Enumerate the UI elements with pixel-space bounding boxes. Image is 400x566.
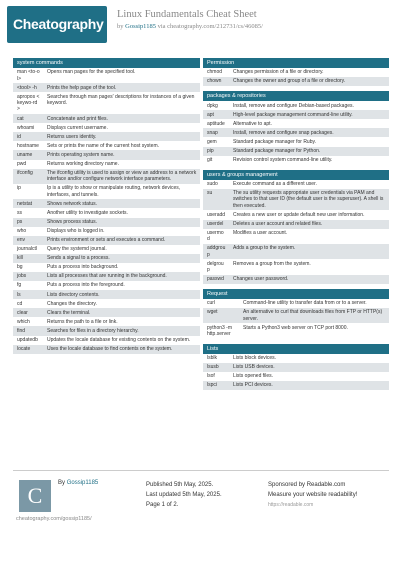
- table-row: [13, 245, 200, 254]
- table-row: [13, 290, 200, 299]
- command-name: delgroup: [203, 259, 229, 274]
- table-row: [203, 128, 389, 137]
- table-row: [203, 323, 389, 338]
- command-name: bg: [13, 263, 43, 272]
- command-description: Deletes a user account and related files.: [229, 220, 389, 229]
- updated-date: Last updated 5th May, 2025.: [146, 492, 222, 498]
- command-description: Updates the locale database for existing contents on the system.: [43, 336, 200, 345]
- table-row: [13, 263, 200, 272]
- sponsor-text[interactable]: Sponsored by Readable.com: [268, 482, 346, 488]
- command-description: Shows process status.: [43, 218, 200, 227]
- command-table: [203, 68, 389, 86]
- command-name: journalctl: [13, 245, 43, 254]
- command-description: Displays current username.: [43, 123, 200, 132]
- command-name: kill: [13, 254, 43, 263]
- footer-author-url[interactable]: cheatography.com/gossip1185/: [16, 516, 92, 522]
- command-name: cd: [13, 299, 43, 308]
- command-description: Revision control system command-line utility.: [229, 156, 389, 165]
- command-description: An alternative to curl that downloads files from FTP or HTTP(s) server.: [239, 308, 389, 323]
- table-row: [203, 147, 389, 156]
- table-row: [203, 68, 389, 77]
- command-description: Clears the terminal.: [43, 308, 200, 317]
- command-description: Standard package manager for Ruby.: [229, 137, 389, 146]
- table-row: [203, 308, 389, 323]
- command-name: addgroup: [203, 244, 229, 259]
- command-description: Displays who is logged in.: [43, 227, 200, 236]
- command-description: Changes the directory.: [43, 299, 200, 308]
- table-row: [203, 156, 389, 165]
- table-row: [203, 189, 389, 211]
- table-row: [13, 160, 200, 169]
- avatar[interactable]: C: [19, 480, 51, 512]
- table-row: [203, 110, 389, 119]
- command-description: Puts a process into the foreground.: [43, 281, 200, 290]
- command-name: ps: [13, 218, 43, 227]
- command-description: Opens man pages for the specified tool.: [43, 68, 200, 83]
- command-description: Sends a signal to a process.: [43, 254, 200, 263]
- table-row: [13, 345, 200, 354]
- command-name: netstat: [13, 199, 43, 208]
- command-name: apt: [203, 110, 229, 119]
- command-name: su: [203, 189, 229, 211]
- command-name: cat: [13, 114, 43, 123]
- byline: by Gossip1185 via cheatography.com/212731/cs/46085/: [117, 23, 263, 30]
- page-number: Page 1 of 2.: [146, 502, 179, 508]
- table-row: [13, 169, 200, 184]
- command-name: snap: [203, 128, 229, 137]
- command-name: aptitude: [203, 119, 229, 128]
- command-name: ifconfig: [13, 169, 43, 184]
- command-description: Searches through man pages' descriptions for instances of a given keyword.: [43, 92, 200, 114]
- section-title: Lists: [203, 344, 389, 354]
- table-row: [13, 68, 200, 83]
- command-description: Lists block devices.: [229, 354, 389, 363]
- section-title: packages & repositories: [203, 91, 389, 101]
- published-date: Published 5th May, 2025.: [146, 482, 214, 488]
- command-name: lspci: [203, 381, 229, 390]
- command-name: apropos <keywo-rd>: [13, 92, 43, 114]
- command-description: Command-line utility to transfer data from or to a server.: [239, 299, 389, 308]
- command-description: The ifconfig utility is used to assign or view an address to a network interface and/or configure network interface parameters.: [43, 169, 200, 184]
- table-row: [13, 92, 200, 114]
- command-name: curl: [203, 299, 239, 308]
- table-row: [203, 372, 389, 381]
- command-description: Prints the help page of the tool.: [43, 83, 200, 92]
- command-name: updatedb: [13, 336, 43, 345]
- command-name: id: [13, 132, 43, 141]
- command-name: clear: [13, 308, 43, 317]
- command-name: find: [13, 326, 43, 335]
- command-description: Query the systemd journal.: [43, 245, 200, 254]
- command-name: chmod: [203, 68, 229, 77]
- command-name: man <to-ol>: [13, 68, 43, 83]
- command-name: dpkg: [203, 101, 229, 110]
- table-row: [13, 254, 200, 263]
- command-description: Lists opened files.: [229, 372, 389, 381]
- command-description: Lists directory contents.: [43, 290, 200, 299]
- command-name: git: [203, 156, 229, 165]
- section: [203, 91, 389, 165]
- sponsor-info: [268, 480, 357, 510]
- command-name: ls: [13, 290, 43, 299]
- section: [203, 289, 389, 339]
- table-row: [203, 119, 389, 128]
- table-row: [203, 354, 389, 363]
- command-description: Searches for files in a directory hierarchy.: [43, 326, 200, 335]
- table-row: [13, 132, 200, 141]
- command-name: ip: [13, 184, 43, 199]
- table-row: [13, 308, 200, 317]
- table-row: [13, 336, 200, 345]
- table-row: [203, 77, 389, 86]
- right-column: [203, 58, 389, 395]
- command-description: Uses the locale database to find contents on the system.: [43, 345, 200, 354]
- table-row: [203, 220, 389, 229]
- cheatography-logo[interactable]: [7, 6, 107, 43]
- command-description: Returns working directory name.: [43, 160, 200, 169]
- command-description: Creates a new user or update default new user information.: [229, 210, 389, 219]
- table-row: [13, 123, 200, 132]
- command-name: lsusb: [203, 363, 229, 372]
- command-description: Returns users identity.: [43, 132, 200, 141]
- command-description: Execute command as a different user.: [229, 180, 389, 189]
- command-description: Lists PCI devices.: [229, 381, 389, 390]
- table-row: [13, 218, 200, 227]
- table-row: [203, 275, 389, 284]
- table-row: [13, 326, 200, 335]
- command-description: Changes user password.: [229, 275, 389, 284]
- command-description: Prints operating system name.: [43, 150, 200, 159]
- footer-divider: [13, 470, 389, 471]
- table-row: [203, 180, 389, 189]
- command-description: Changes permission of a file or directory.: [229, 68, 389, 77]
- table-row: [203, 137, 389, 146]
- page-title: Linux Fundamentals Cheat Sheet: [117, 9, 257, 20]
- command-name: env: [13, 236, 43, 245]
- footer-author: By Gossip1185: [58, 480, 99, 486]
- command-description: Changes the owner and group of a file or directory.: [229, 77, 389, 86]
- command-name: chown: [203, 77, 229, 86]
- table-row: [203, 210, 389, 219]
- command-name: jobs: [13, 272, 43, 281]
- table-row: [13, 299, 200, 308]
- command-description: Concatenate and print files.: [43, 114, 200, 123]
- command-name: lsblk: [203, 354, 229, 363]
- sponsor-line: Measure your website readability!: [268, 492, 358, 498]
- table-row: [203, 259, 389, 274]
- command-description: Removes a group from the system.: [229, 259, 389, 274]
- logo-text: Cheatography: [13, 16, 104, 32]
- sponsor-url[interactable]: https://readable.com: [268, 502, 314, 508]
- table-row: [13, 227, 200, 236]
- command-description: Ip is a utility to show or manipulate routing, network devices, interfaces, and tunnels.: [43, 184, 200, 199]
- command-description: Returns the path to a file or link.: [43, 317, 200, 326]
- table-row: [13, 199, 200, 208]
- command-description: High-level package management command-line utility.: [229, 110, 389, 119]
- command-description: Modifies a user account.: [229, 229, 389, 244]
- command-name: ss: [13, 208, 43, 217]
- section-title: system commands: [13, 58, 200, 68]
- command-name: wget: [203, 308, 239, 323]
- section-title: Permission: [203, 58, 389, 68]
- table-row: [203, 381, 389, 390]
- command-name: usermod: [203, 229, 229, 244]
- command-description: Standard package manager for Python.: [229, 147, 389, 156]
- command-name: useradd: [203, 210, 229, 219]
- command-description: Sets or prints the name of the current host system.: [43, 141, 200, 150]
- command-description: Lists all processes that are running in the background.: [43, 272, 200, 281]
- command-description: Adds a group to the system.: [229, 244, 389, 259]
- table-row: [13, 208, 200, 217]
- table-row: [13, 150, 200, 159]
- table-row: [13, 114, 200, 123]
- footer: [0, 470, 400, 566]
- command-name: locate: [13, 345, 43, 354]
- command-table: [203, 101, 389, 165]
- command-name: who: [13, 227, 43, 236]
- header: [0, 0, 400, 62]
- table-row: [13, 184, 200, 199]
- command-name: pip: [203, 147, 229, 156]
- section-title: users & groups management: [203, 170, 389, 180]
- table-row: [13, 83, 200, 92]
- table-row: [13, 281, 200, 290]
- command-name: <tool> -h: [13, 83, 43, 92]
- section: [203, 170, 389, 284]
- command-name: gem: [203, 137, 229, 146]
- command-description: Another utility to investigate sockets.: [43, 208, 200, 217]
- command-name: pwd: [13, 160, 43, 169]
- command-name: hostname: [13, 141, 43, 150]
- publish-info: [146, 480, 222, 510]
- command-description: Puts a process into background.: [43, 263, 200, 272]
- command-description: Install, remove and configure snap packages.: [229, 128, 389, 137]
- command-table: [13, 68, 200, 354]
- command-name: lsof: [203, 372, 229, 381]
- command-name: which: [13, 317, 43, 326]
- command-description: Prints environment or sets and executes a command.: [43, 236, 200, 245]
- section: [203, 58, 389, 86]
- section: [203, 344, 389, 390]
- command-name: passwd: [203, 275, 229, 284]
- left-column: [13, 58, 200, 359]
- command-table: [203, 354, 389, 390]
- table-row: [203, 244, 389, 259]
- table-row: [13, 272, 200, 281]
- table-row: [13, 317, 200, 326]
- command-description: Lists USB devices.: [229, 363, 389, 372]
- command-table: [203, 299, 389, 339]
- footer-author-link[interactable]: Gossip1185: [66, 480, 99, 486]
- table-row: [13, 141, 200, 150]
- table-row: [203, 229, 389, 244]
- command-description: Alternative to apt.: [229, 119, 389, 128]
- table-row: [203, 299, 389, 308]
- command-description: Starts a Python3 web server on TCP port 8000.: [239, 323, 389, 338]
- command-name: sudo: [203, 180, 229, 189]
- table-row: [203, 363, 389, 372]
- table-row: [203, 101, 389, 110]
- command-name: whoami: [13, 123, 43, 132]
- command-name: uname: [13, 150, 43, 159]
- command-description: Shows network status.: [43, 199, 200, 208]
- command-name: fg: [13, 281, 43, 290]
- command-description: Install, remove and configure Debian-based packages.: [229, 101, 389, 110]
- command-name: python3 -m http.server: [203, 323, 239, 338]
- author-link[interactable]: Gossip1185: [125, 23, 156, 30]
- section: [13, 58, 200, 354]
- command-name: userdel: [203, 220, 229, 229]
- command-description: The su utility requests appropriate user credentials via PAM and switches to that user ID (the default user is the superuser). A shell is then executed.: [229, 189, 389, 211]
- command-table: [203, 180, 389, 284]
- via-link[interactable]: via cheatography.com/212731/cs/46085/: [157, 23, 263, 30]
- section-title: Request: [203, 289, 389, 299]
- table-row: [13, 236, 200, 245]
